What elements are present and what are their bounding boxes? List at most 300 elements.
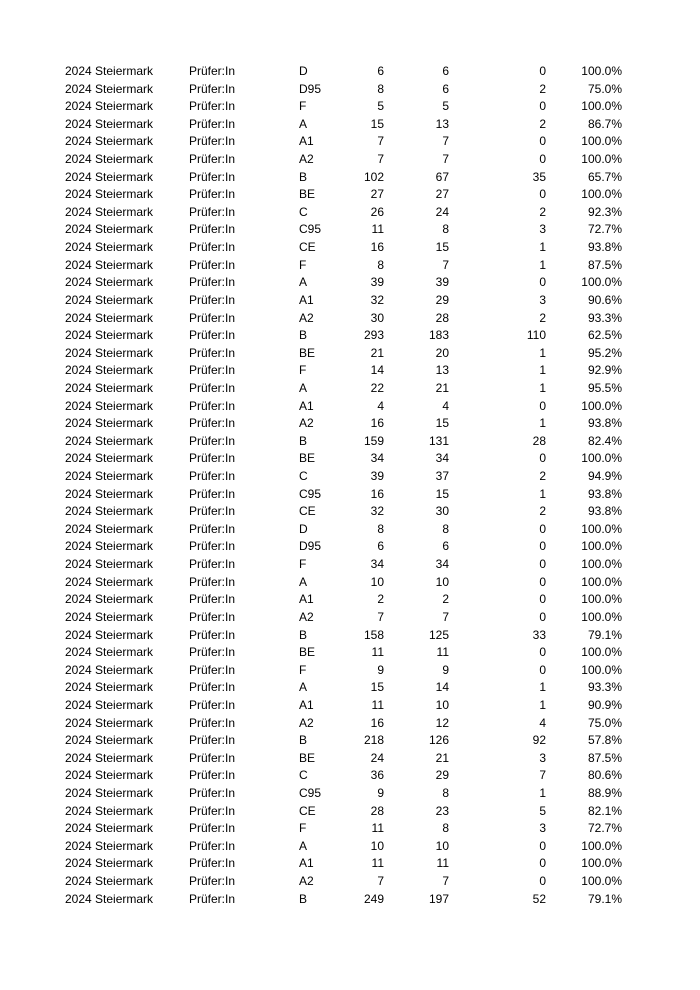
cell-pass-rate: 93.8% [587, 486, 622, 501]
cell-region: 2024 Steiermark [65, 99, 154, 114]
cell-region: 2024 Steiermark [65, 345, 154, 360]
cell-region: 2024 Steiermark [65, 451, 154, 466]
cell-passed: 11 [436, 645, 449, 660]
cell-total: 34 [370, 557, 384, 572]
cell-passed: 29 [435, 292, 449, 307]
cell-total: 158 [363, 627, 384, 642]
cell-passed: 197 [428, 891, 449, 906]
cell-pass-rate: 82.4% [587, 433, 622, 448]
cell-failed: 1 [539, 240, 546, 255]
cell-total: 16 [370, 486, 384, 501]
cell-region: 2024 Steiermark [65, 662, 154, 677]
cell-pass-rate: 87.5% [587, 257, 622, 272]
table-row [0, 292, 700, 310]
cell-license-class: B [299, 328, 308, 343]
cell-failed: 5 [539, 803, 546, 818]
cell-region: 2024 Steiermark [65, 328, 154, 343]
cell-pass-rate: 100.0% [581, 99, 622, 114]
cell-failed: 0 [539, 574, 546, 589]
table-row [0, 116, 700, 134]
table-row [0, 398, 700, 416]
cell-license-class: A1 [299, 292, 314, 307]
cell-passed: 13 [435, 116, 449, 131]
cell-failed: 1 [539, 257, 546, 272]
cell-failed: 1 [539, 416, 546, 431]
cell-region: 2024 Steiermark [65, 416, 154, 431]
cell-region: 2024 Steiermark [65, 469, 154, 484]
cell-region: 2024 Steiermark [65, 363, 154, 378]
cell-pass-rate: 100.0% [581, 521, 622, 536]
cell-total: 16 [370, 240, 384, 255]
cell-license-class: D95 [299, 539, 322, 554]
cell-failed: 2 [539, 116, 546, 131]
cell-failed: 0 [539, 398, 546, 413]
cell-failed: 3 [539, 292, 546, 307]
cell-total: 8 [377, 521, 384, 536]
cell-region: 2024 Steiermark [65, 275, 154, 290]
cell-failed: 1 [539, 345, 546, 360]
cell-license-class: B [299, 627, 308, 642]
table-row [0, 415, 700, 433]
cell-role: Prüfer:In [189, 99, 236, 114]
cell-pass-rate: 100.0% [581, 539, 622, 554]
cell-license-class: C95 [299, 785, 322, 800]
cell-role: Prüfer:In [189, 310, 236, 325]
cell-pass-rate: 80.6% [587, 768, 622, 783]
cell-pass-rate: 100.0% [581, 451, 622, 466]
cell-pass-rate: 88.9% [587, 785, 622, 800]
cell-total: 11 [371, 856, 384, 871]
cell-failed: 2 [539, 204, 546, 219]
cell-pass-rate: 75.0% [587, 715, 622, 730]
table-row [0, 310, 700, 328]
cell-passed: 7 [442, 152, 449, 167]
cell-pass-rate: 62.5% [587, 328, 622, 343]
cell-pass-rate: 100.0% [581, 152, 622, 167]
table-row [0, 81, 700, 99]
cell-failed: 2 [539, 310, 546, 325]
table-row [0, 486, 700, 504]
cell-total: 10 [370, 838, 384, 853]
cell-role: Prüfer:In [189, 856, 236, 871]
table-row [0, 345, 700, 363]
table-row [0, 221, 700, 239]
cell-pass-rate: 95.2% [587, 345, 622, 360]
table-row [0, 63, 700, 81]
cell-total: 7 [377, 134, 384, 149]
cell-pass-rate: 82.1% [587, 803, 622, 818]
cell-license-class: D [299, 64, 308, 78]
cell-passed: 8 [442, 222, 449, 237]
cell-role: Prüfer:In [189, 187, 236, 202]
cell-role: Prüfer:In [189, 803, 236, 818]
cell-license-class: CE [299, 504, 316, 519]
cell-total: 16 [370, 715, 384, 730]
table-row [0, 838, 700, 856]
table-row [0, 204, 700, 222]
cell-failed: 2 [539, 469, 546, 484]
table-row [0, 239, 700, 257]
cell-role: Prüfer:In [189, 697, 236, 712]
cell-failed: 1 [539, 785, 546, 800]
table-row [0, 891, 700, 909]
cell-region: 2024 Steiermark [65, 785, 154, 800]
cell-failed: 1 [539, 697, 546, 712]
cell-region: 2024 Steiermark [65, 539, 154, 554]
cell-passed: 6 [442, 81, 449, 96]
cell-region: 2024 Steiermark [65, 891, 154, 906]
table-row [0, 521, 700, 539]
cell-failed: 28 [532, 433, 546, 448]
cell-region: 2024 Steiermark [65, 680, 154, 695]
cell-region: 2024 Steiermark [65, 521, 154, 536]
cell-passed: 23 [435, 803, 449, 818]
cell-failed: 35 [532, 169, 546, 184]
cell-license-class: CE [299, 803, 316, 818]
cell-pass-rate: 92.9% [587, 363, 622, 378]
cell-license-class: A [299, 275, 308, 290]
cell-pass-rate: 87.5% [587, 750, 622, 765]
cell-role: Prüfer:In [189, 504, 236, 519]
cell-pass-rate: 100.0% [581, 275, 622, 290]
table-row [0, 362, 700, 380]
cell-license-class: D [299, 521, 308, 536]
cell-failed: 1 [539, 486, 546, 501]
cell-role: Prüfer:In [189, 292, 236, 307]
table-row [0, 450, 700, 468]
cell-license-class: D95 [299, 81, 322, 96]
cell-region: 2024 Steiermark [65, 557, 154, 572]
cell-region: 2024 Steiermark [65, 187, 154, 202]
cell-total: 4 [377, 398, 384, 413]
cell-passed: 34 [435, 451, 449, 466]
cell-pass-rate: 100.0% [581, 874, 622, 889]
cell-total: 293 [363, 328, 384, 343]
cell-passed: 131 [428, 433, 449, 448]
cell-region: 2024 Steiermark [65, 222, 154, 237]
cell-license-class: BE [299, 187, 316, 202]
cell-total: 22 [370, 380, 384, 395]
cell-passed: 10 [435, 574, 449, 589]
cell-license-class: F [299, 363, 307, 378]
cell-license-class: A [299, 574, 308, 589]
cell-region: 2024 Steiermark [65, 398, 154, 413]
cell-total: 24 [370, 750, 384, 765]
cell-total: 39 [370, 275, 384, 290]
cell-pass-rate: 93.3% [587, 310, 622, 325]
cell-total: 15 [370, 116, 384, 131]
cell-passed: 6 [442, 64, 449, 78]
cell-region: 2024 Steiermark [65, 697, 154, 712]
cell-failed: 0 [539, 874, 546, 889]
cell-passed: 34 [435, 557, 449, 572]
table-row [0, 327, 700, 345]
cell-license-class: A2 [299, 874, 314, 889]
cell-passed: 37 [435, 469, 449, 484]
cell-role: Prüfer:In [189, 328, 236, 343]
cell-failed: 0 [539, 521, 546, 536]
cell-role: Prüfer:In [189, 627, 236, 642]
cell-failed: 0 [539, 99, 546, 114]
table-row [0, 186, 700, 204]
cell-region: 2024 Steiermark [65, 204, 154, 219]
cell-pass-rate: 57.8% [587, 733, 622, 748]
cell-passed: 67 [435, 169, 449, 184]
cell-total: 9 [377, 785, 384, 800]
cell-region: 2024 Steiermark [65, 169, 154, 184]
cell-role: Prüfer:In [189, 204, 236, 219]
cell-pass-rate: 72.7% [587, 222, 622, 237]
cell-pass-rate: 93.8% [587, 504, 622, 519]
cell-role: Prüfer:In [189, 592, 236, 607]
cell-total: 249 [363, 891, 384, 906]
cell-failed: 0 [539, 152, 546, 167]
cell-license-class: A [299, 380, 308, 395]
cell-region: 2024 Steiermark [65, 592, 154, 607]
cell-region: 2024 Steiermark [65, 257, 154, 272]
cell-pass-rate: 92.3% [587, 204, 622, 219]
cell-pass-rate: 100.0% [581, 398, 622, 413]
table-row [0, 133, 700, 151]
cell-total: 32 [370, 504, 384, 519]
cell-license-class: F [299, 821, 307, 836]
cell-pass-rate: 100.0% [581, 574, 622, 589]
cell-region: 2024 Steiermark [65, 768, 154, 783]
cell-region: 2024 Steiermark [65, 134, 154, 149]
cell-total: 7 [377, 609, 384, 624]
cell-role: Prüfer:In [189, 574, 236, 589]
cell-failed: 7 [539, 768, 546, 783]
cell-total: 32 [370, 292, 384, 307]
cell-pass-rate: 79.1% [587, 891, 622, 906]
table-row [0, 820, 700, 838]
table-row [0, 151, 700, 169]
cell-region: 2024 Steiermark [65, 645, 154, 660]
cell-passed: 6 [442, 539, 449, 554]
cell-license-class: C95 [299, 486, 322, 501]
cell-total: 11 [371, 821, 384, 836]
cell-license-class: F [299, 99, 307, 114]
cell-region: 2024 Steiermark [65, 821, 154, 836]
cell-role: Prüfer:In [189, 768, 236, 783]
cell-region: 2024 Steiermark [65, 838, 154, 853]
cell-role: Prüfer:In [189, 821, 236, 836]
table-row [0, 433, 700, 451]
cell-license-class: BE [299, 451, 316, 466]
cell-total: 11 [371, 645, 384, 660]
cell-passed: 10 [435, 838, 449, 853]
cell-total: 10 [370, 574, 384, 589]
cell-license-class: A [299, 838, 308, 853]
cell-role: Prüfer:In [189, 557, 236, 572]
cell-failed: 0 [539, 539, 546, 554]
cell-role: Prüfer:In [189, 645, 236, 660]
cell-failed: 0 [539, 451, 546, 466]
cell-total: 39 [370, 469, 384, 484]
cell-failed: 3 [539, 222, 546, 237]
cell-role: Prüfer:In [189, 891, 236, 906]
cell-license-class: C95 [299, 222, 322, 237]
cell-passed: 2 [442, 592, 449, 607]
cell-passed: 29 [435, 768, 449, 783]
cell-total: 28 [370, 803, 384, 818]
cell-role: Prüfer:In [189, 134, 236, 149]
cell-failed: 0 [539, 134, 546, 149]
cell-region: 2024 Steiermark [65, 292, 154, 307]
cell-region: 2024 Steiermark [65, 574, 154, 589]
cell-passed: 39 [435, 275, 449, 290]
cell-pass-rate: 79.1% [587, 627, 622, 642]
table-row [0, 609, 700, 627]
cell-pass-rate: 100.0% [581, 856, 622, 871]
cell-passed: 183 [428, 328, 449, 343]
cell-failed: 0 [539, 275, 546, 290]
cell-passed: 27 [435, 187, 449, 202]
cell-passed: 7 [442, 134, 449, 149]
table-row [0, 803, 700, 821]
cell-total: 11 [371, 697, 384, 712]
cell-failed: 3 [539, 750, 546, 765]
cell-role: Prüfer:In [189, 116, 236, 131]
cell-pass-rate: 93.8% [587, 416, 622, 431]
cell-failed: 0 [539, 662, 546, 677]
cell-role: Prüfer:In [189, 451, 236, 466]
cell-license-class: A1 [299, 856, 314, 871]
cell-pass-rate: 93.8% [587, 240, 622, 255]
cell-pass-rate: 100.0% [581, 64, 622, 78]
table-row [0, 169, 700, 187]
cell-role: Prüfer:In [189, 380, 236, 395]
cell-license-class: C [299, 768, 308, 783]
cell-role: Prüfer:In [189, 486, 236, 501]
cell-total: 30 [370, 310, 384, 325]
cell-passed: 9 [442, 662, 449, 677]
table-row [0, 873, 700, 891]
cell-total: 36 [370, 768, 384, 783]
cell-license-class: A1 [299, 134, 314, 149]
cell-license-class: A1 [299, 697, 314, 712]
cell-passed: 14 [435, 680, 449, 695]
cell-license-class: A2 [299, 310, 314, 325]
cell-passed: 7 [442, 874, 449, 889]
cell-region: 2024 Steiermark [65, 152, 154, 167]
cell-failed: 3 [539, 821, 546, 836]
table-row [0, 855, 700, 873]
cell-pass-rate: 100.0% [581, 609, 622, 624]
cell-pass-rate: 100.0% [581, 187, 622, 202]
cell-role: Prüfer:In [189, 521, 236, 536]
cell-passed: 15 [435, 486, 449, 501]
table-row [0, 732, 700, 750]
cell-license-class: B [299, 891, 308, 906]
cell-total: 15 [370, 680, 384, 695]
cell-role: Prüfer:In [189, 469, 236, 484]
cell-passed: 24 [435, 204, 449, 219]
cell-total: 26 [370, 204, 384, 219]
cell-passed: 12 [435, 715, 449, 730]
cell-role: Prüfer:In [189, 363, 236, 378]
cell-pass-rate: 72.7% [587, 821, 622, 836]
cell-role: Prüfer:In [189, 838, 236, 853]
cell-passed: 30 [435, 504, 449, 519]
cell-region: 2024 Steiermark [65, 733, 154, 748]
cell-pass-rate: 93.3% [587, 680, 622, 695]
cell-role: Prüfer:In [189, 680, 236, 695]
cell-license-class: A2 [299, 416, 314, 431]
cell-role: Prüfer:In [189, 64, 236, 78]
cell-license-class: A1 [299, 592, 314, 607]
cell-license-class: CE [299, 240, 316, 255]
table-row [0, 556, 700, 574]
cell-region: 2024 Steiermark [65, 81, 154, 96]
cell-total: 5 [377, 99, 384, 114]
table-row [0, 274, 700, 292]
cell-failed: 92 [532, 733, 546, 748]
cell-total: 34 [370, 451, 384, 466]
cell-total: 159 [363, 433, 384, 448]
cell-license-class: B [299, 433, 308, 448]
table-row [0, 380, 700, 398]
cell-role: Prüfer:In [189, 416, 236, 431]
cell-role: Prüfer:In [189, 662, 236, 677]
cell-passed: 8 [442, 785, 449, 800]
cell-region: 2024 Steiermark [65, 715, 154, 730]
cell-passed: 28 [435, 310, 449, 325]
cell-region: 2024 Steiermark [65, 486, 154, 501]
table-row [0, 644, 700, 662]
cell-total: 7 [377, 874, 384, 889]
table-row [0, 574, 700, 592]
cell-region: 2024 Steiermark [65, 750, 154, 765]
cell-role: Prüfer:In [189, 257, 236, 272]
cell-failed: 0 [539, 592, 546, 607]
cell-failed: 2 [539, 504, 546, 519]
cell-passed: 20 [435, 345, 449, 360]
cell-license-class: B [299, 733, 308, 748]
cell-region: 2024 Steiermark [65, 433, 154, 448]
table-row [0, 697, 700, 715]
cell-region: 2024 Steiermark [65, 240, 154, 255]
cell-failed: 1 [539, 380, 546, 395]
cell-passed: 10 [435, 697, 449, 712]
cell-total: 8 [377, 257, 384, 272]
cell-role: Prüfer:In [189, 750, 236, 765]
cell-failed: 52 [532, 891, 546, 906]
table-row [0, 468, 700, 486]
cell-region: 2024 Steiermark [65, 874, 154, 889]
cell-total: 7 [377, 152, 384, 167]
table-row [0, 679, 700, 697]
cell-role: Prüfer:In [189, 433, 236, 448]
cell-role: Prüfer:In [189, 152, 236, 167]
cell-role: Prüfer:In [189, 275, 236, 290]
table-row [0, 257, 700, 275]
cell-failed: 0 [539, 838, 546, 853]
cell-total: 9 [377, 662, 384, 677]
cell-region: 2024 Steiermark [65, 856, 154, 871]
cell-passed: 8 [442, 821, 449, 836]
cell-license-class: A [299, 116, 308, 131]
cell-failed: 33 [532, 627, 546, 642]
cell-pass-rate: 100.0% [581, 557, 622, 572]
cell-license-class: A2 [299, 715, 314, 730]
cell-failed: 110 [526, 328, 546, 343]
table-row [0, 715, 700, 733]
cell-passed: 21 [435, 750, 449, 765]
cell-failed: 2 [539, 81, 546, 96]
table-row [0, 503, 700, 521]
cell-region: 2024 Steiermark [65, 116, 154, 131]
